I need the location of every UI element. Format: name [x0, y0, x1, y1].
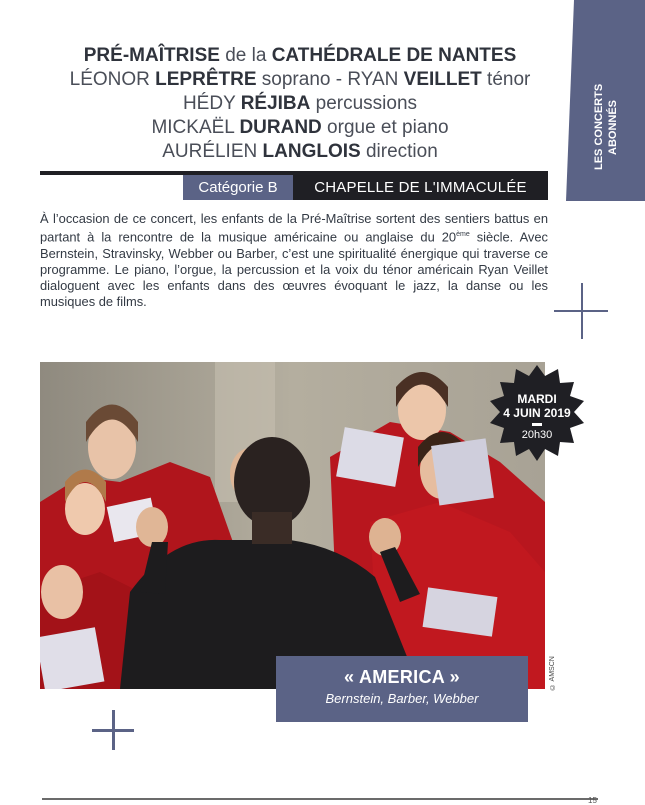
photo-credit: © AMSCN: [549, 656, 556, 690]
performer-firstname: LÉONOR: [69, 69, 156, 90]
date-badge: [488, 365, 586, 463]
description-part: À l’occasion de ce concert, les enfants de la Pré-Maîtrise sortent des sentiers battus en partant à la rencontre de la musique américaine ou anglaise du 20: [40, 211, 548, 245]
header-connector: de la: [219, 45, 272, 66]
concert-photo: [40, 362, 545, 689]
header-line-1: [40, 44, 560, 67]
performer-lastname: RÉJIBA: [240, 93, 311, 114]
performer-role: direction: [360, 141, 438, 162]
event-date: 4 JUIN 2019: [503, 406, 571, 420]
performer-firstname: AURÉLIEN: [162, 141, 263, 162]
event-time: 20h30: [521, 429, 553, 441]
performer-role: soprano - RYAN: [256, 69, 404, 90]
header-line-5: [40, 140, 560, 163]
side-tab-label: LES CONCERTS ABONNÉS: [593, 83, 619, 171]
program-title: « AMERICA »: [344, 667, 460, 687]
performer-lastname: LANGLOIS: [262, 141, 361, 162]
event-day: MARDI: [517, 392, 557, 406]
date-separator: [532, 423, 542, 426]
header-line-2: [40, 68, 560, 91]
category-label: Catégorie B: [183, 175, 293, 200]
performer-lastname: LEPRÊTRE: [155, 69, 257, 90]
performer-role: percussions: [310, 93, 418, 114]
choir-illustration: [40, 362, 545, 689]
performer-firstname: MICKAËL: [151, 117, 240, 138]
cathedral-name: CATHÉDRALE DE NANTES: [271, 45, 517, 66]
performer-role: orgue et piano: [321, 117, 449, 138]
description-superscript: ème: [456, 231, 470, 239]
footer-rule: [42, 798, 598, 800]
description-text: [40, 211, 548, 311]
program-title-box: [276, 656, 528, 722]
ensemble-name: PRÉ-MAÎTRISE: [83, 45, 220, 66]
venue-label: CHAPELLE DE L'IMMACULÉE: [293, 175, 548, 200]
performer-lastname: VEILLET: [403, 69, 482, 90]
performer-role: ténor: [481, 69, 531, 90]
description-part: siècle. Avec Bernstein, Stravinsky, Webber ou Barber, c’est une spiritualité énergique qui traverse ce programme. Le piano, l’orgue, la percussion et la voix du ténor américain Ryan Veillet dialoguent avec les enfants dans des œuvres évoquant le jazz, la danse ou les musiques de films.: [40, 229, 548, 310]
performer-lastname: DURAND: [239, 117, 322, 138]
header-line-3: [40, 92, 560, 115]
page-number: 15: [588, 796, 597, 805]
header-line-4: [40, 116, 560, 139]
program-composers: Bernstein, Barber, Webber: [325, 691, 479, 706]
performer-firstname: HÉDY: [182, 93, 241, 114]
